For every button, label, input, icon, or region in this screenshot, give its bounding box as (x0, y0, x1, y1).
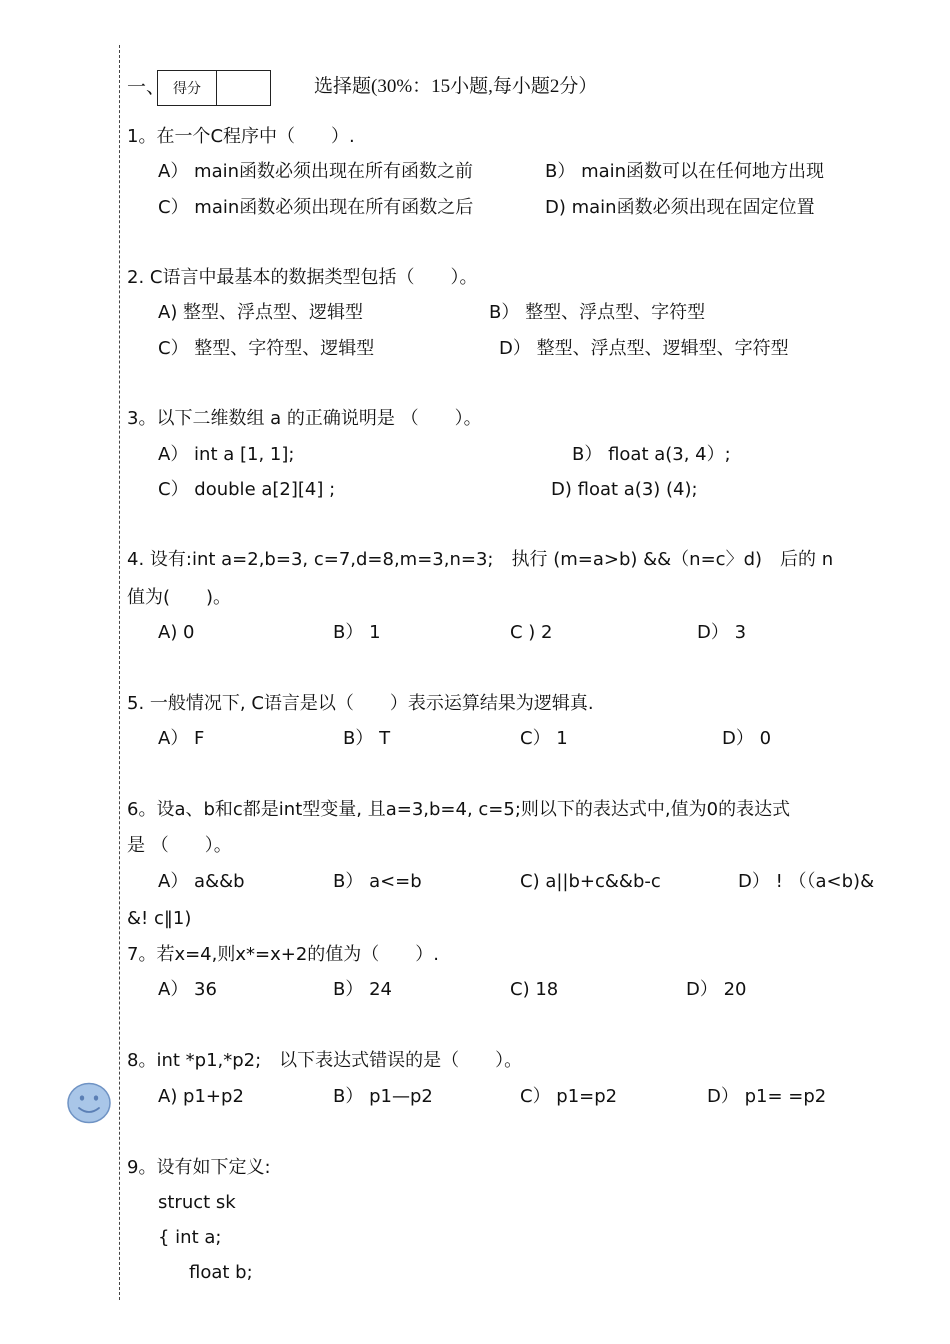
score-box (157, 70, 271, 106)
question-6-option-a: A） a&&b (158, 871, 245, 892)
question-2-option-c: C） 整型、字符型、逻辑型 (158, 338, 375, 359)
question-7-stem: 7。若x=4,则x*=x+2的值为（ ）. (127, 944, 440, 965)
question-2-option-b: B） 整型、浮点型、字符型 (489, 302, 706, 323)
question-5-option-d: D） 0 (722, 728, 772, 749)
section-heading: 选择题(30%：15小题,每小题2分） (314, 76, 598, 97)
question-7-option-a: A） 36 (158, 979, 217, 1000)
question-4-stem-line-1: 4. 设有:int a=2,b=3, c=7,d=8,m=3,n=3; 执行 (m=a>b) &&（n=c〉d) 后的 n (127, 549, 834, 570)
question-4-option-a: A) 0 (158, 622, 195, 643)
question-5-option-b: B） T (343, 728, 391, 749)
score-label: 得分 (158, 71, 217, 105)
question-9-code-line-2: { int a; (158, 1227, 222, 1248)
question-3-option-c: C） double a[2][4] ; (158, 479, 336, 500)
binding-dashed-line (119, 45, 120, 1300)
question-6-option-b: B） a<=b (333, 871, 422, 892)
question-8-option-d: D） p1= =p2 (707, 1086, 827, 1107)
score-value-cell[interactable] (217, 71, 270, 105)
question-2-stem: 2. C语言中最基本的数据类型包括（ ）。 (127, 267, 478, 288)
question-7-option-b: B） 24 (333, 979, 392, 1000)
question-4-option-d: D） 3 (697, 622, 747, 643)
question-8-option-b: B） p1—p2 (333, 1086, 433, 1107)
question-7-option-c: C) 18 (510, 979, 559, 1000)
question-2-option-d: D） 整型、浮点型、逻辑型、字符型 (499, 338, 789, 359)
question-9-code-line-1: struct sk (158, 1192, 236, 1213)
question-3-option-b: B） float a(3, 4）; (572, 444, 731, 465)
question-6-stem-line-1: 6。设a、b和c都是int型变量, 且a=3,b=4, c=5;则以下的表达式中,值为0的表达式 (127, 799, 791, 820)
question-3-option-a: A） int a [1, 1]; (158, 444, 295, 465)
question-9-stem: 9。设有如下定义: (127, 1157, 271, 1178)
question-1-option-d: D) main函数必须出现在固定位置 (545, 197, 815, 218)
question-8-option-a: A) p1+p2 (158, 1086, 244, 1107)
question-8-option-c: C） p1=p2 (520, 1086, 618, 1107)
smiley-face-icon (66, 1081, 112, 1125)
question-9-code-line-3: float b; (189, 1262, 253, 1283)
question-5-option-c: C） 1 (520, 728, 568, 749)
question-6-option-c: C) a||b+c&&b-c (520, 871, 661, 892)
question-1-option-b: B） main函数可以在任何地方出现 (545, 161, 825, 182)
question-4-option-b: B） 1 (333, 622, 381, 643)
question-6-stem-line-2: 是 （ ）。 (127, 835, 232, 856)
question-3-option-d: D) float a(3) (4); (551, 479, 698, 500)
question-6-option-d: D） ! （（a<b)& (738, 871, 875, 892)
question-1-option-c: C） main函数必须出现在所有函数之后 (158, 197, 474, 218)
question-2-option-a: A) 整型、浮点型、逻辑型 (158, 302, 364, 323)
question-8-stem: 8。int *p1,*p2; 以下表达式错误的是（ ）。 (127, 1050, 523, 1071)
question-4-stem-line-2: 值为( )。 (127, 587, 232, 608)
question-1-stem: 1。在一个C程序中（ ）. (127, 126, 355, 147)
question-5-option-a: A） F (158, 728, 205, 749)
question-7-option-d: D） 20 (686, 979, 747, 1000)
section-prefix: 一、 (127, 77, 166, 98)
question-4-option-c: C ) 2 (510, 622, 553, 643)
question-1-option-a: A） main函数必须出现在所有函数之前 (158, 161, 474, 182)
question-3-stem: 3。以下二维数组 a 的正确说明是 （ ）。 (127, 408, 482, 429)
question-6-option-d-continued: &! c‖1) (127, 908, 192, 929)
question-5-stem: 5. 一般情况下, C语言是以（ ）表示运算结果为逻辑真. (127, 693, 594, 714)
